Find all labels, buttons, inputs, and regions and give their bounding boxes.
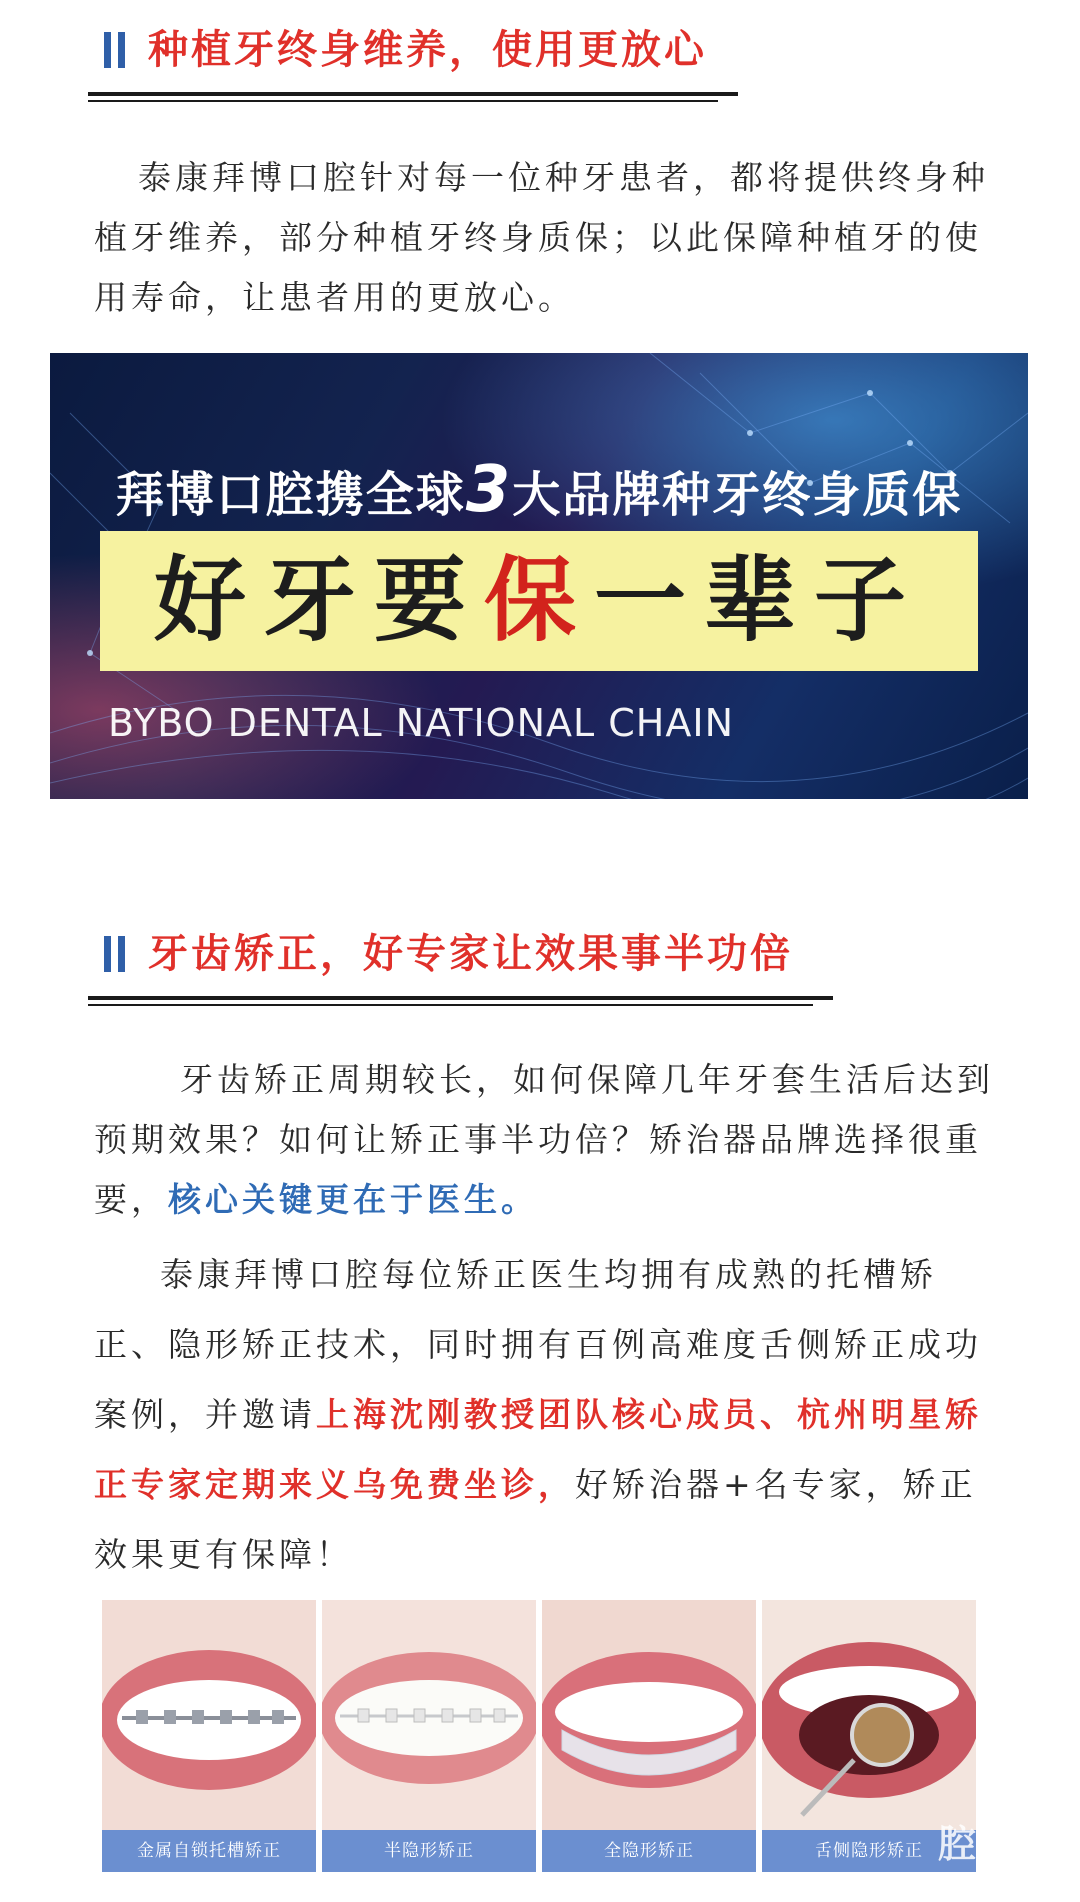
photo-caption: 全隐形矫正 [542, 1830, 756, 1872]
banner-english-text: BYBO DENTAL NATIONAL CHAIN [108, 701, 735, 745]
highlight-doctor: 核心关键更在于医生。 [168, 1180, 538, 1219]
divider [88, 1004, 813, 1006]
photo-caption: 舌侧隐形矫正 [762, 1830, 976, 1872]
implant-paragraph: 泰康拜博口腔针对每一位种牙患者，都将提供终身种植牙维养，部分种植牙终身质保；以此保障种植牙的使用寿命，让患者用的更放心。 [94, 158, 989, 317]
section-title: 种植牙终身维养，使用更放心 [148, 27, 707, 73]
divider [88, 100, 718, 102]
section-title: 牙齿矫正，好专家让效果事半功倍 [148, 931, 793, 977]
orthodontic-types-gallery [102, 1600, 978, 1872]
watermark-text: 腔 [937, 1822, 976, 1866]
banner-headline: 拜博口腔携全球3大品牌种牙终身质保 [115, 453, 963, 527]
divider [88, 996, 833, 1000]
banner-slogan: 好牙要保一辈子 [153, 547, 925, 654]
warranty-banner [50, 353, 1028, 799]
section-header-implant [0, 22, 1080, 102]
ortho-paragraph-2: 泰康拜博口腔每位矫正医生均拥有成熟的托槽矫正、隐形矫正技术，同时拥有百例高难度舌侧矫正成功案例，并邀请上海沈刚教授团队核心成员、杭州明星矫正专家定期来义乌免费坐诊，好矫治器+名专家，矫正效果更有保障！ [94, 1255, 982, 1574]
section-header-orthodontics [0, 926, 1080, 1006]
photo-caption: 金属自锁托槽矫正 [102, 1830, 316, 1872]
photo-lingual-braces [762, 1600, 976, 1872]
photo-metal-braces [102, 1600, 316, 1872]
ortho-paragraph-1: 牙齿矫正周期较长，如何保障几年牙套生活后达到预期效果？如何让矫正事半功倍？矫治器品牌选择很重要，核心关键更在于医生。 [94, 1060, 994, 1219]
divider [88, 92, 738, 96]
photo-ceramic-braces [322, 1600, 536, 1872]
highlight-experts: 上海沈刚教授团队核心成员、杭州明星矫正专家定期来义乌免费坐诊， [94, 1395, 982, 1504]
photo-clear-aligner [542, 1600, 756, 1872]
photo-caption: 半隐形矫正 [322, 1830, 536, 1872]
